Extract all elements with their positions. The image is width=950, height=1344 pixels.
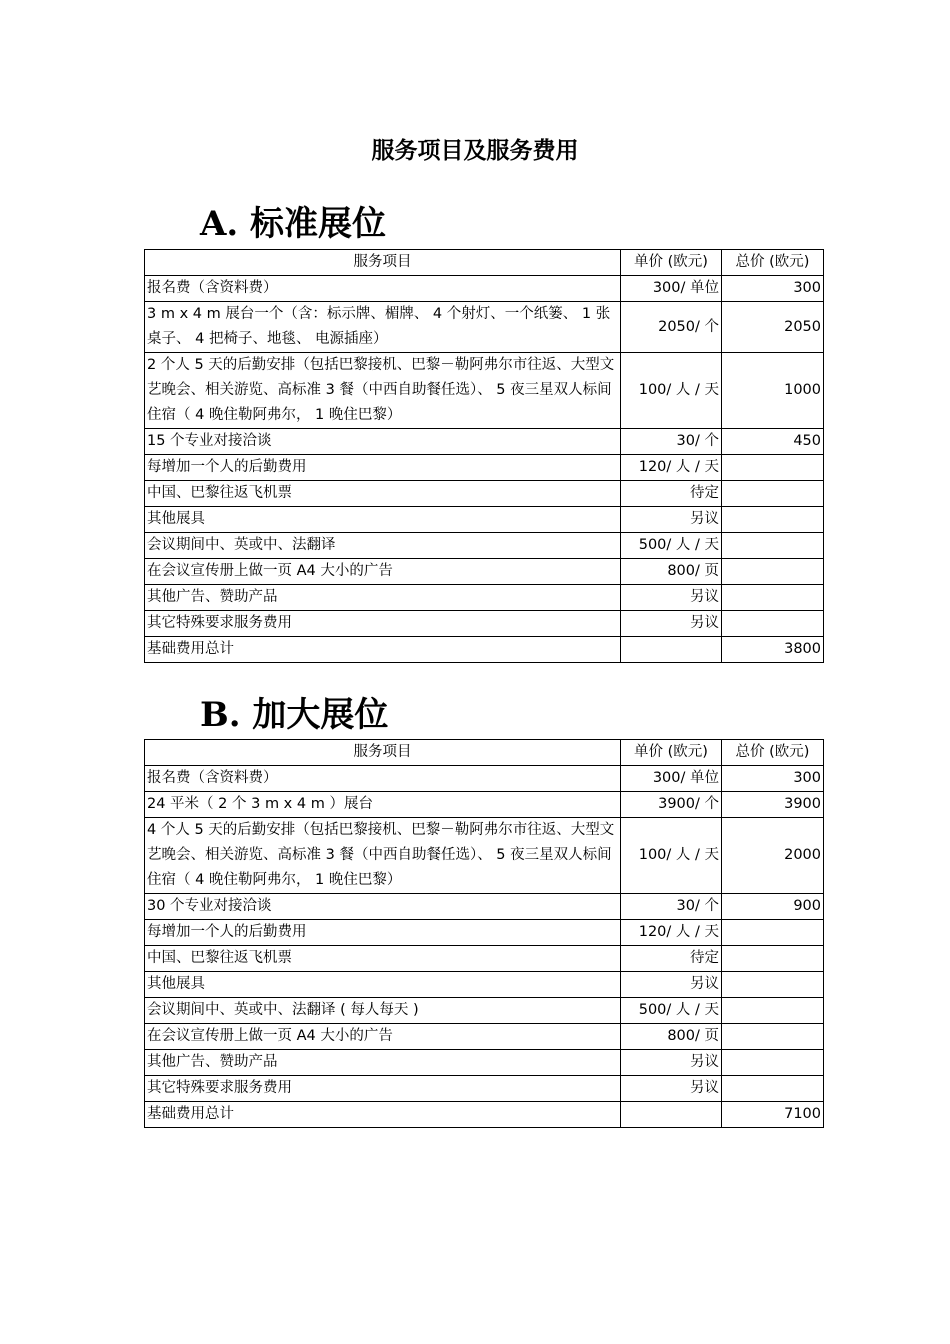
total-price-cell	[722, 481, 824, 507]
table-header-row	[145, 250, 824, 276]
table-row	[145, 637, 824, 663]
total-price-cell	[722, 1024, 824, 1050]
service-item-cell: 会议期间中、英或中、法翻译 ( 每人每天 )	[145, 998, 621, 1024]
unit-price-cell: 500/ 人 / 天	[621, 533, 722, 559]
table-row	[145, 766, 824, 792]
table-row	[145, 455, 824, 481]
service-item-cell: 在会议宣传册上做一页 A4 大小的广告	[145, 1024, 621, 1050]
column-header-item: 服务项目	[145, 250, 621, 276]
table-row	[145, 818, 824, 894]
unit-price-cell: 120/ 人 / 天	[621, 920, 722, 946]
service-item-cell: 会议期间中、英或中、法翻译	[145, 533, 621, 559]
fee-table-body	[145, 740, 824, 1128]
total-price-cell: 3800	[722, 637, 824, 663]
column-header-total-price: 总价 (欧元)	[722, 740, 824, 766]
total-price-cell	[722, 533, 824, 559]
total-price-cell	[722, 998, 824, 1024]
unit-price-cell: 300/ 单位	[621, 766, 722, 792]
table-row	[145, 1050, 824, 1076]
table-row	[145, 302, 824, 353]
service-item-cell: 其他展具	[145, 507, 621, 533]
table-header-row	[145, 740, 824, 766]
total-price-cell	[722, 559, 824, 585]
service-item-cell: 24 平米（ 2 个 3 m x 4 m ）展台	[145, 792, 621, 818]
table-row	[145, 507, 824, 533]
service-item-cell: 其它特殊要求服务费用	[145, 611, 621, 637]
service-item-cell: 报名费（含资料费）	[145, 276, 621, 302]
unit-price-cell: 30/ 个	[621, 894, 722, 920]
unit-price-cell: 另议	[621, 507, 722, 533]
service-item-cell: 其他广告、赞助产品	[145, 585, 621, 611]
service-item-cell: 基础费用总计	[145, 637, 621, 663]
service-item-cell: 其他广告、赞助产品	[145, 1050, 621, 1076]
total-price-cell: 1000	[722, 353, 824, 429]
unit-price-cell: 800/ 页	[621, 559, 722, 585]
total-price-cell	[722, 1050, 824, 1076]
service-item-cell: 其他展具	[145, 972, 621, 998]
service-item-cell: 2 个人 5 天的后勤安排（包括巴黎接机、巴黎－勒阿弗尔市往返、大型文艺晚会、相关游览、高标准 3 餐（中西自助餐任选）、 5 夜三星双人标间住宿（ 4 晚住勒阿弗尔， 1 晚住巴黎）	[145, 353, 621, 429]
unit-price-cell: 3900/ 个	[621, 792, 722, 818]
table-row	[145, 533, 824, 559]
table-row	[145, 792, 824, 818]
column-header-unit-price: 单价 (欧元)	[621, 740, 722, 766]
table-row	[145, 1076, 824, 1102]
total-price-cell: 450	[722, 429, 824, 455]
unit-price-cell: 2050/ 个	[621, 302, 722, 353]
total-price-cell: 2050	[722, 302, 824, 353]
total-price-cell	[722, 920, 824, 946]
unit-price-cell: 待定	[621, 946, 722, 972]
service-item-cell: 基础费用总计	[145, 1102, 621, 1128]
total-price-cell: 3900	[722, 792, 824, 818]
total-price-cell: 2000	[722, 818, 824, 894]
table-row	[145, 1102, 824, 1128]
total-price-cell: 300	[722, 766, 824, 792]
column-header-item: 服务项目	[145, 740, 621, 766]
total-price-cell	[722, 611, 824, 637]
service-item-cell: 30 个专业对接洽谈	[145, 894, 621, 920]
section-b-heading: B. 加大展位	[200, 695, 389, 735]
total-price-cell: 300	[722, 276, 824, 302]
table-row	[145, 920, 824, 946]
unit-price-cell: 另议	[621, 1076, 722, 1102]
unit-price-cell: 待定	[621, 481, 722, 507]
total-price-cell	[722, 1076, 824, 1102]
unit-price-cell: 800/ 页	[621, 1024, 722, 1050]
unit-price-cell: 120/ 人 / 天	[621, 455, 722, 481]
standard-booth-fee-table	[144, 249, 824, 663]
unit-price-cell: 100/ 人 / 天	[621, 818, 722, 894]
total-price-cell	[722, 507, 824, 533]
unit-price-cell: 另议	[621, 1050, 722, 1076]
column-header-unit-price: 单价 (欧元)	[621, 250, 722, 276]
column-header-total-price: 总价 (欧元)	[722, 250, 824, 276]
service-item-cell: 3 m x 4 m 展台一个（含：标示牌、楣牌、 4 个射灯、一个纸篓、 1 张桌子、 4 把椅子、地毯、 电源插座）	[145, 302, 621, 353]
service-item-cell: 每增加一个人的后勤费用	[145, 455, 621, 481]
table-row	[145, 585, 824, 611]
total-price-cell	[722, 585, 824, 611]
service-item-cell: 中国、巴黎往返飞机票	[145, 946, 621, 972]
fee-table-body	[145, 250, 824, 663]
service-item-cell: 每增加一个人的后勤费用	[145, 920, 621, 946]
unit-price-cell: 另议	[621, 611, 722, 637]
service-item-cell: 在会议宣传册上做一页 A4 大小的广告	[145, 559, 621, 585]
total-price-cell: 900	[722, 894, 824, 920]
table-row	[145, 611, 824, 637]
service-item-cell: 中国、巴黎往返飞机票	[145, 481, 621, 507]
service-item-cell: 报名费（含资料费）	[145, 766, 621, 792]
unit-price-cell: 另议	[621, 585, 722, 611]
unit-price-cell: 30/ 个	[621, 429, 722, 455]
table-row	[145, 972, 824, 998]
table-row	[145, 481, 824, 507]
section-a-heading: A. 标准展位	[200, 204, 387, 244]
table-row	[145, 276, 824, 302]
table-row	[145, 1024, 824, 1050]
total-price-cell	[722, 946, 824, 972]
unit-price-cell	[621, 637, 722, 663]
unit-price-cell: 500/ 人 / 天	[621, 998, 722, 1024]
unit-price-cell: 300/ 单位	[621, 276, 722, 302]
table-row	[145, 998, 824, 1024]
total-price-cell: 7100	[722, 1102, 824, 1128]
unit-price-cell: 另议	[621, 972, 722, 998]
unit-price-cell	[621, 1102, 722, 1128]
table-row	[145, 559, 824, 585]
service-item-cell: 15 个专业对接洽谈	[145, 429, 621, 455]
document-title: 服务项目及服务费用	[371, 137, 579, 164]
table-row	[145, 946, 824, 972]
enlarged-booth-fee-table	[144, 739, 824, 1128]
service-item-cell: 4 个人 5 天的后勤安排（包括巴黎接机、巴黎－勒阿弗尔市往返、大型文艺晚会、相关游览、高标准 3 餐（中西自助餐任选）、 5 夜三星双人标间住宿（ 4 晚住勒阿弗尔， 1 晚住巴黎）	[145, 818, 621, 894]
unit-price-cell: 100/ 人 / 天	[621, 353, 722, 429]
table-row	[145, 429, 824, 455]
table-row	[145, 894, 824, 920]
service-item-cell: 其它特殊要求服务费用	[145, 1076, 621, 1102]
total-price-cell	[722, 455, 824, 481]
total-price-cell	[722, 972, 824, 998]
table-row	[145, 353, 824, 429]
